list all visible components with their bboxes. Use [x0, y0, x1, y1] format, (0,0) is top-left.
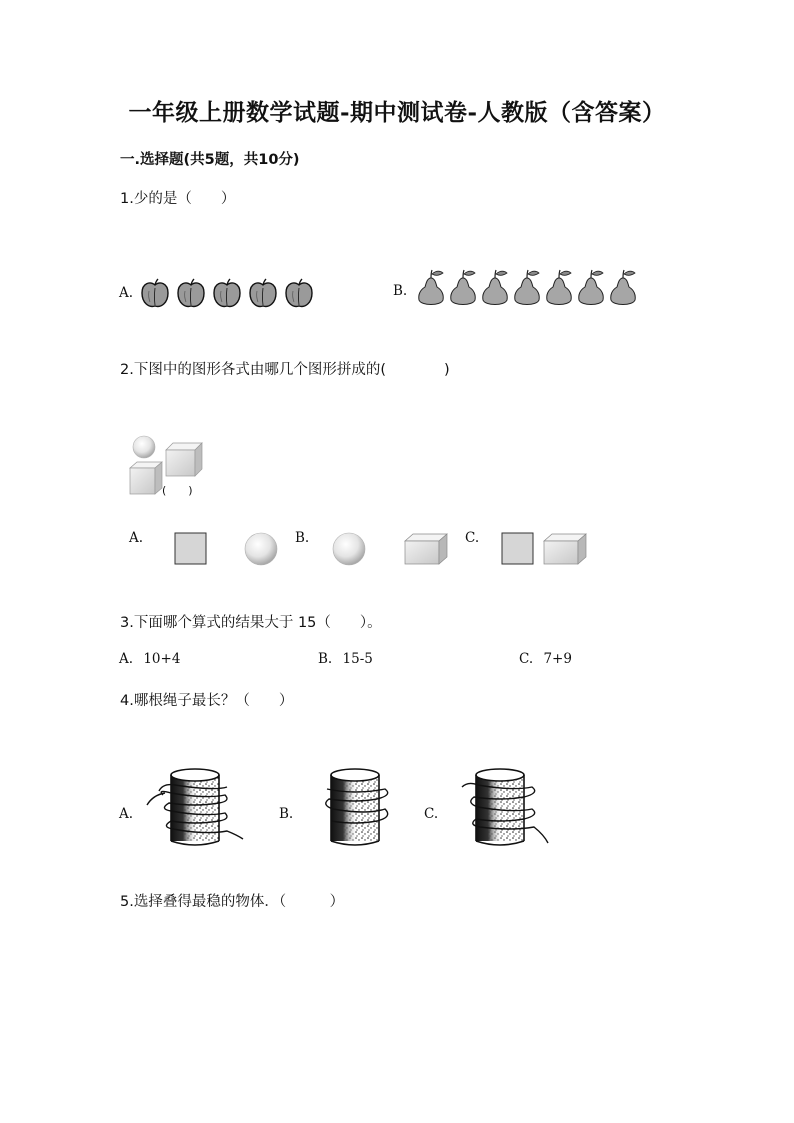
rope-cylinder-icon — [307, 765, 403, 851]
rope-cylinder-icon — [145, 765, 245, 851]
q1-option-a-label: A. — [119, 285, 134, 301]
cuboid-icon — [542, 532, 588, 566]
q1-option-b[interactable] — [393, 268, 639, 308]
q2-option-c[interactable] — [465, 531, 588, 567]
q1-option-a[interactable] — [119, 277, 320, 309]
pear-icon — [575, 268, 607, 308]
apple-icon — [248, 277, 278, 309]
apple-icon — [212, 277, 242, 309]
q3-option-a[interactable] — [119, 651, 180, 667]
question-5-text: 5.选择叠得最稳的物体．（ ） — [120, 894, 345, 910]
page-title: 一年级上册数学试题-期中测试卷-人教版（含答案） — [128, 99, 666, 126]
q2-composite-figure — [124, 434, 214, 502]
q4-option-c-label: C. — [424, 806, 439, 822]
question-4-text: 4.哪根绳子最长？（ ） — [120, 693, 294, 709]
q1-option-b-label: B. — [393, 283, 408, 299]
q3-option-a-label: A. — [119, 651, 134, 667]
pear-icon — [511, 268, 543, 308]
question-2-text: 2.下图中的图形各式由哪几个图形拼成的( ) — [120, 362, 450, 378]
q3-option-b-expr: 15-5 — [342, 651, 373, 667]
pear-icon — [447, 268, 479, 308]
pear-icon — [479, 268, 511, 308]
rope-cylinder-icon — [452, 765, 552, 851]
pear-icon — [415, 268, 447, 308]
q3-option-b-label: B. — [318, 651, 333, 667]
apple-row — [140, 277, 320, 309]
question-3-text: 3.下面哪个算式的结果大于 15（ ）。 — [120, 615, 382, 631]
sphere-icon — [243, 531, 279, 567]
q3-option-c-expr: 7+9 — [543, 651, 572, 667]
figure-answer-paren: ( ) — [162, 484, 193, 497]
square-icon — [173, 531, 209, 567]
q2-option-b-label: B. — [295, 530, 310, 546]
q4-option-a[interactable] — [119, 765, 245, 851]
sphere-icon — [331, 531, 367, 567]
q2-option-a-label: A. — [129, 530, 144, 546]
q2-option-c-label: C. — [465, 530, 480, 546]
apple-icon — [140, 277, 170, 309]
apple-icon — [284, 277, 314, 309]
q4-option-b-label: B. — [279, 806, 294, 822]
q3-option-a-expr: 10+4 — [143, 651, 181, 667]
pear-icon — [543, 268, 575, 308]
q4-option-b[interactable] — [279, 765, 403, 851]
q3-option-c-label: C. — [519, 651, 534, 667]
q2-option-b[interactable] — [295, 531, 449, 567]
apple-icon — [176, 277, 206, 309]
pear-row — [415, 268, 639, 308]
pear-icon — [607, 268, 639, 308]
square-icon — [500, 531, 536, 567]
section-heading: 一.选择题(共5题，共10分) — [120, 152, 300, 168]
q4-option-a-label: A. — [119, 806, 134, 822]
cuboid-icon — [403, 532, 449, 566]
q3-option-c[interactable] — [519, 651, 572, 667]
q2-option-a[interactable] — [129, 531, 279, 567]
q3-option-b[interactable] — [318, 651, 373, 667]
q4-option-c[interactable] — [424, 765, 552, 851]
question-1-text: 1.少的是（ ） — [120, 191, 236, 207]
